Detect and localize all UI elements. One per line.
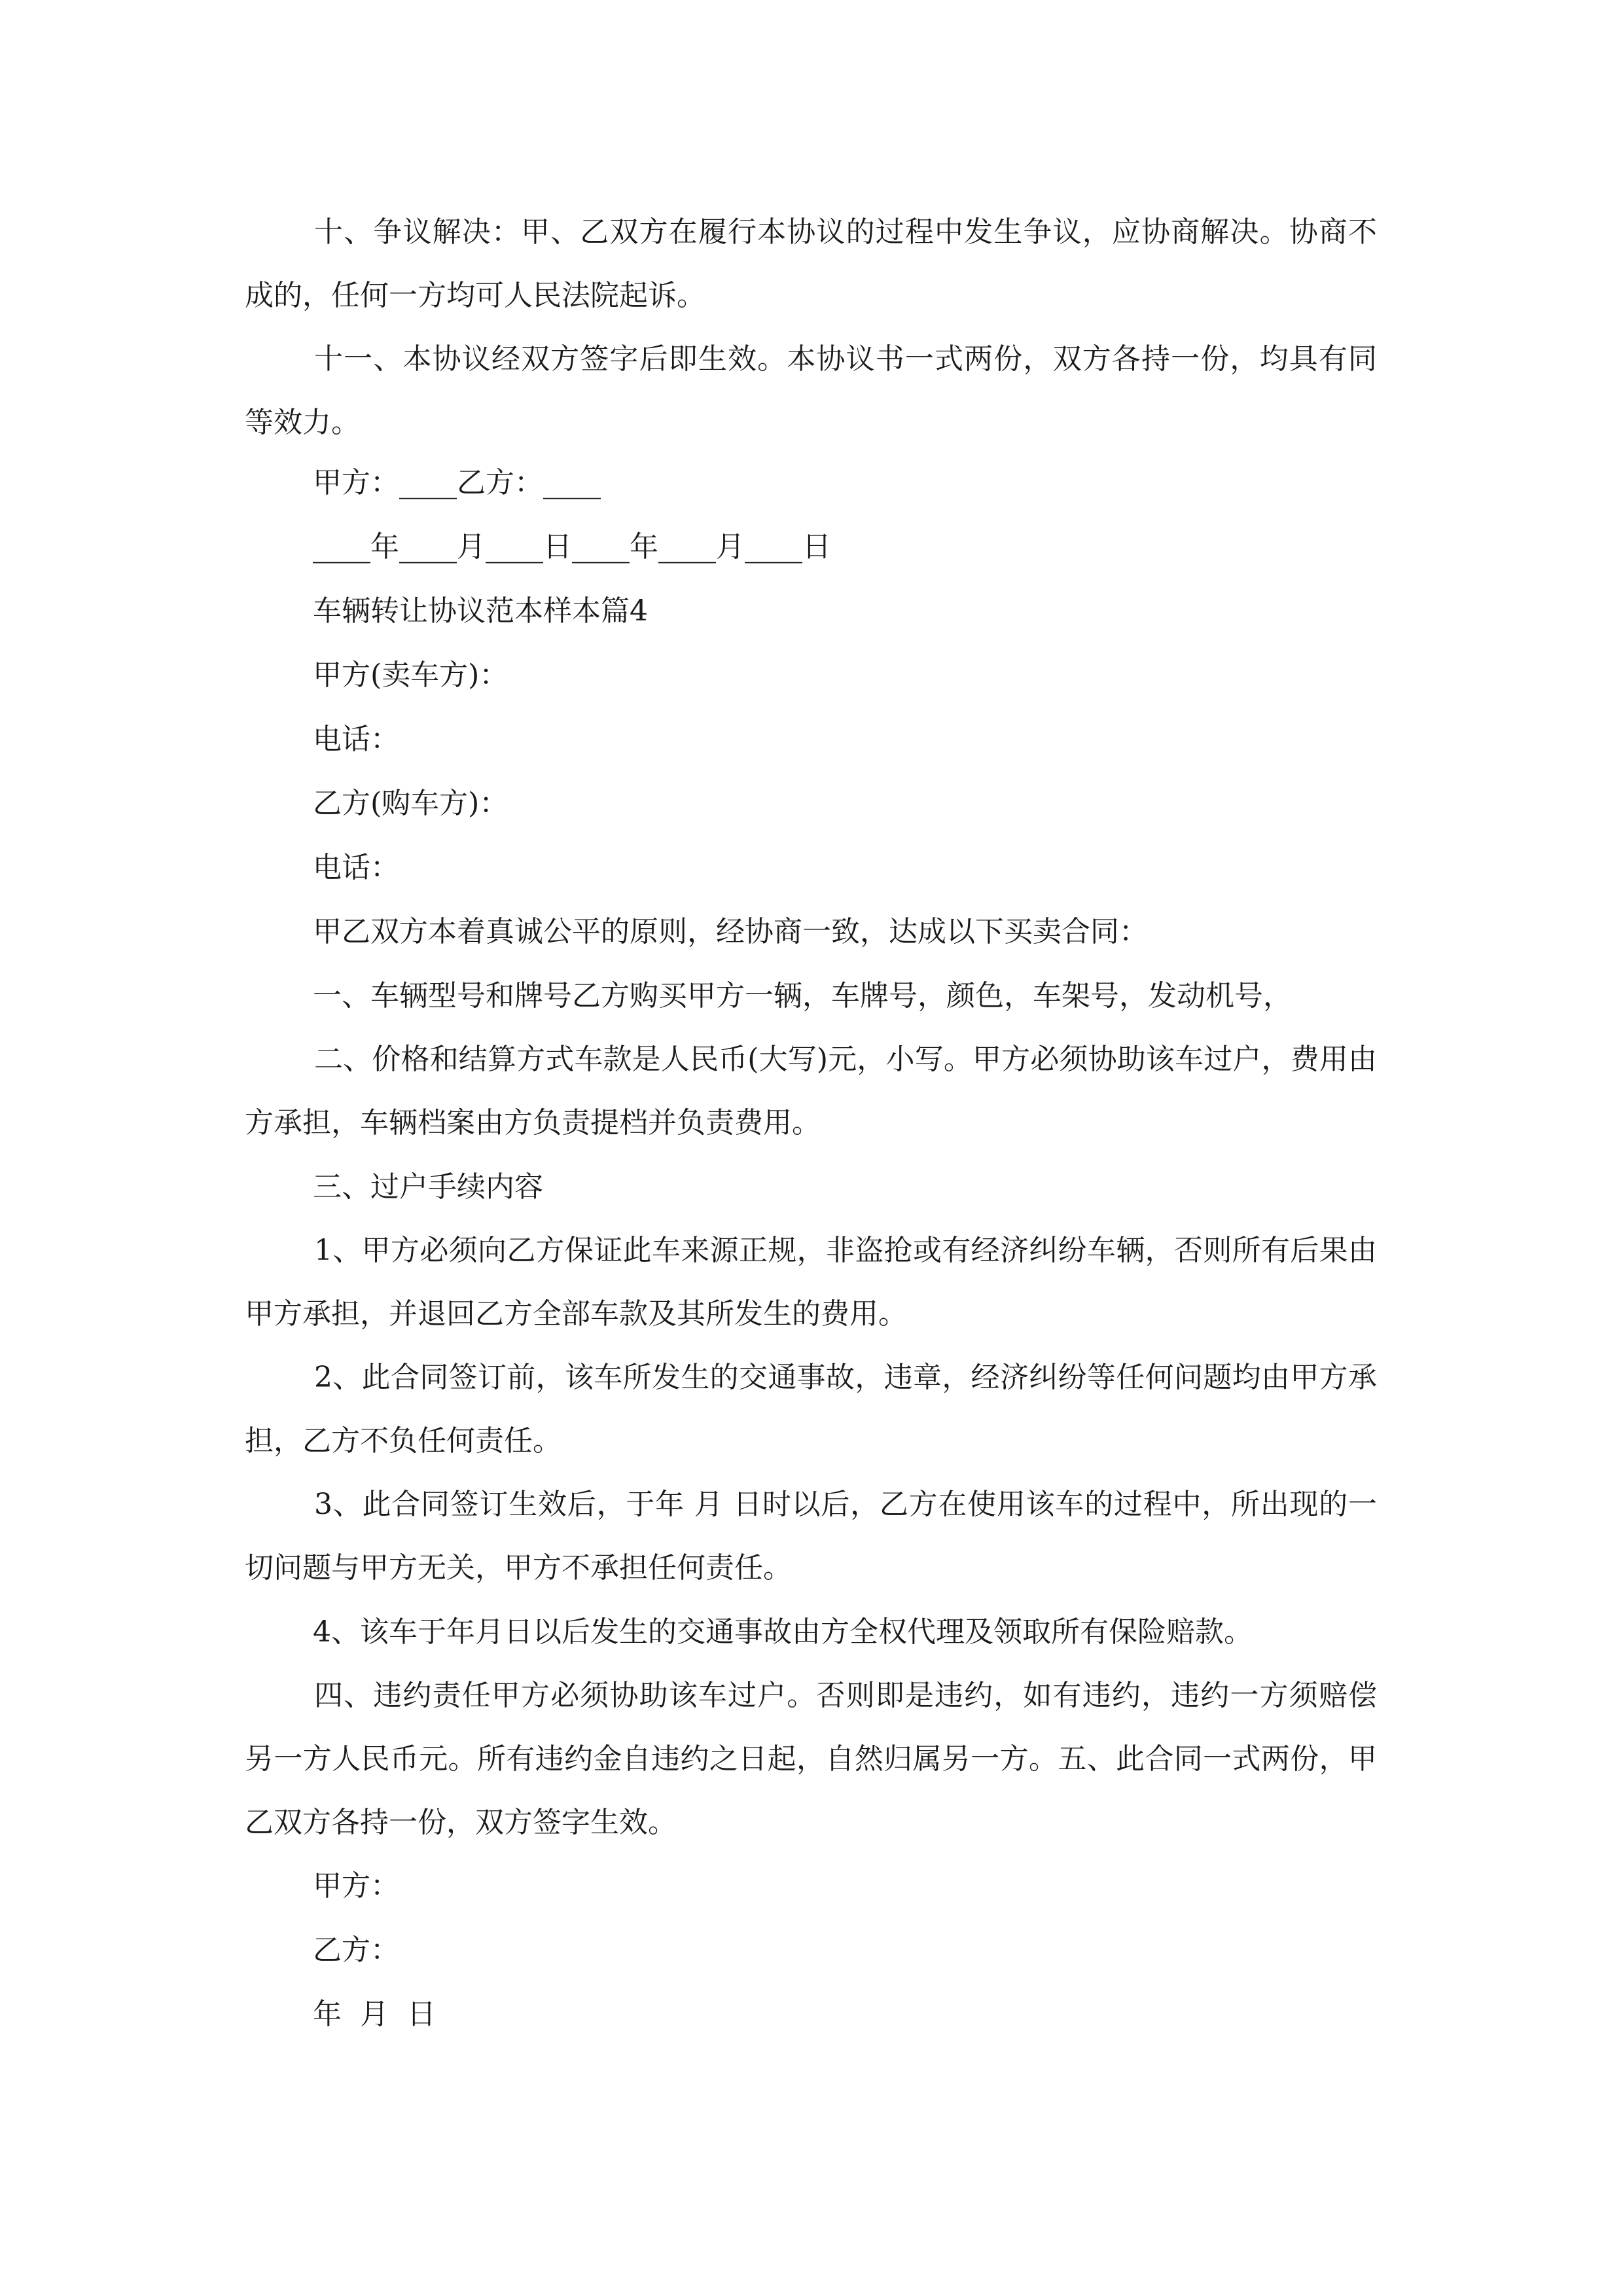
clause-3-1: 1、甲方必须向乙方保证此车来源正规，非盗抢或有经济纠纷车辆，否则所有后果由甲方承担，并退回乙方全部车款及其所发生的费用。: [245, 1234, 1377, 1331]
date-line-1: ____年____月____日____年____月____日: [313, 530, 831, 564]
section-heading: 车辆转让协议范本样本篇4: [313, 594, 648, 628]
clause-3-2: 2、此合同签订前，该车所发生的交通事故，违章，经济纠纷等任何问题均由甲方承担，乙方不负任何责任。: [245, 1361, 1377, 1458]
seller-phone-label: 电话：: [313, 723, 399, 756]
signature-party-b: 乙方：: [313, 1933, 399, 1967]
clause-1: 一、车辆型号和牌号乙方购买甲方一辆，车牌号，颜色，车架号，发动机号，: [313, 979, 1292, 1013]
buyer-label: 乙方(购车方)：: [313, 787, 508, 820]
signature-party-a: 甲方：: [313, 1869, 399, 1903]
seller-label: 甲方(卖车方)：: [313, 658, 508, 692]
clause-4: 四、违约责任甲方必须协助该车过户。否则即是违约，如有违约，违约一方须赔偿另一方人民币元。所有违约金自违约之日起，自然归属另一方。五、此合同一式两份，甲乙双方各持一份，双方签字生效。: [245, 1679, 1377, 1839]
clause-3-4: 4、该车于年月日以后发生的交通事故由方全权代理及领取所有保险赔款。: [313, 1615, 1253, 1649]
buyer-phone-label: 电话：: [313, 851, 399, 884]
clause-3-heading: 三、过户手续内容: [313, 1170, 543, 1204]
clause-11: 十一、本协议经双方签字后即生效。本协议书一式两份，双方各持一份，均具有同等效力。: [245, 342, 1377, 439]
clause-2: 二、价格和结算方式车款是人民币(大写)元，小写。甲方必须协助该车过户，费用由方承担，车辆档案由方负责提档并负责费用。: [245, 1043, 1377, 1139]
signature-line-1: 甲方：____乙方：____: [313, 466, 601, 499]
clause-3-3: 3、此合同签订生效后，于年 月 日时以后，乙方在使用该车的过程中，所出现的一切问题与甲方无关，甲方不承担任何责任。: [245, 1488, 1377, 1585]
signature-date: 年 月 日: [313, 1998, 436, 2031]
preamble: 甲乙双方本着真诚公平的原则，经协商一致，达成以下买卖合同：: [313, 915, 1148, 948]
clause-10: 十、争议解决：甲、乙双方在履行本协议的过程中发生争议，应协商解决。协商不成的，任何一方均可人民法院起诉。: [245, 215, 1377, 312]
